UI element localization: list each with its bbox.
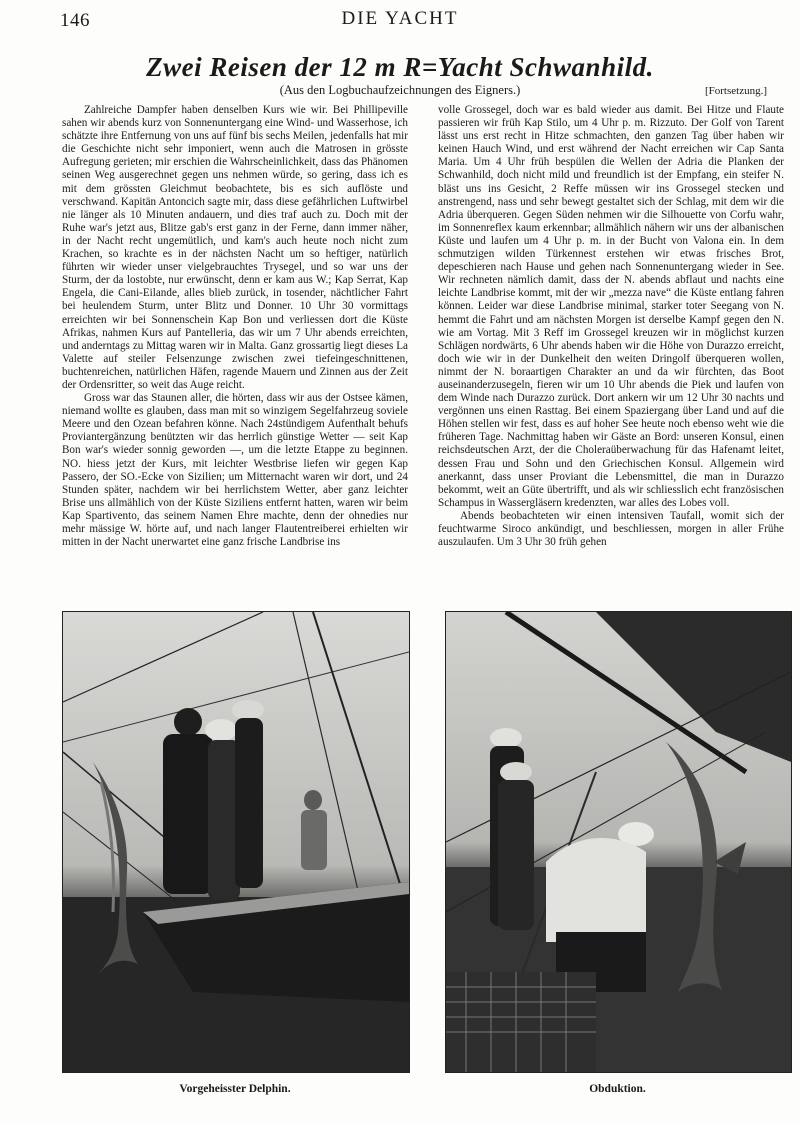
photo-dolphin-dissection-icon — [446, 612, 791, 1072]
paragraph: Abends beobachteten wir einen intensiven Taufall, womit sich der feuchtwarme Siroco ankündigt, und beschliessen, morgen in aller Frühe auszulaufen. Um 3 Uhr 30 früh gehen — [438, 509, 784, 549]
paragraph: Gross war das Staunen aller, die hörten, dass wir aus der Ostsee kämen, niemand wollte es glauben, dass man mit so winzigem Segelfahrzeug soviele Meere und den Ozean befahren könne. Nach 24stündigem Aufenthalt behufs Proviantergänzung benützten wir das herrlich günstige Wetter — seit Kap Bon war's wieder sonnig geworden —, um die letzte Etappe zu beginnen. NO. hiess jetzt der Kurs, mit leichter Westbrise liefen wir gegen Kap Passero, der SO.-Ecke von Sizilien; um Mitternacht waren wir dort, und 24 Stunden später, nachdem wir bei herrlichstem Wetter, aber ganz leichter Brise uns allmählich von der Küste Siziliens entfernt hatten, waren wir beim Kap Spartivento, das seinem Namen Ehre machte, denn der ohnedies nur mehr mässige W. hörte auf, und nach langer Flautentreiberei erhielten wir mitten in der Nacht unerwartet eine ganz frische Landbrise ins — [62, 392, 408, 549]
photo-caption-left: Vorgeheisster Delphin. — [179, 1083, 291, 1095]
photo-dolphin-hoisted-icon — [63, 612, 409, 1072]
paragraph: volle Grossegel, doch war es bald wieder aus damit. Bei Hitze und Flaute passieren wir früh Kap Stilo, um 4 Uhr p. m. Rizzuto. Der Golf von Tarent lässt uns erst recht in Hitze schmachten, den ganzen Tag über haben wir keinen Hauch Wind, und erst während der Nacht erreichen wir Cap Santa Maria. Um 4 Uhr früh bespülen die Wellen der Adria die Planken der Schwanhild, doch nicht mild und freundlich ist der Empfang, ein steifer N. bläst uns ins Gesicht, 2 Reffe müssen wir ins Grossegel stecken und anstrengend, nass und sehr bewegt gestaltet sich der Schlag, mit dem wir die Adria überqueren. Gegen Süden nehmen wir die Silhouette von Corfu wahr, im Sonnenreflex kaum erkennbar; allmählich nähern wir uns der albanischen Küste und laufen um 4 Uhr p. m. in der Bucht von Valona ein. In dem schmutzigen wilden Türkennest erstehen wir etwas frisches Brot, depeschieren nach Hause und gehen nach Sonnenuntergang wieder in See. Wir rechneten nämlich damit, dass der N. abends abflaut und nachts eine leichte Landbrise kommt, mit der wir „mezza nave“ die Küste entlang fahren können. Leider war diese Landbrise minimal, starker toter Seegang von N. hemmt die Fahrt und am nächsten Morgen ist derselbe Kampf gegen den N. wie am Vortag. Mit 3 Reff im Grossegel kreuzen wir in möglichst kurzen Schlägen nordwärts, 6 Uhr abends haben wir die Höhe von Durazzo erreicht, doch wie wir in der Dunkelheit den weiten Dringolf überqueren wollen, nimmt der N. boraartigen Charakter an und da wir fürchten, das Boot auseinanderzusegeln, fieren wir um 10 Uhr abends die Piek und laufen von dem Winde nach Durazzo zurück. Dort ankern wir um 12 Uhr 30 nachts und vergönnen uns einen Rasttag. Bei einem Spaziergang über Land und auf die Höhen stellen wir fest, dass es auf hoher See heute noch ebenso weht wie die früheren Tage. Nachmittag haben wir Gäste an Bord: unseren Konsul, einen reichsdeutschen Arzt, der die Choleraüberwachung für das Hafenamt leitet, dessen Frau und Sohn und den Griechischen Konsul. Allgemein wird anerkannt, dass unser Proviant die Lebensmittel, die man in Durazzo bekommt, weit an Güte übertrifft, und als wir schliesslich echt französischen Schampus in Wassergläsern kredenzten, war alles des Lobes voll. — [438, 104, 784, 509]
article-title: Zwei Reisen der 12 m R=Yacht Schwanhild. — [146, 52, 654, 82]
continued-note: [Fortsetzung.] — [704, 85, 767, 97]
text-column-left — [62, 104, 408, 549]
page-number: 146 — [60, 10, 90, 31]
photo-dolphin-dissection — [445, 611, 792, 1073]
article-subtitle: (Aus den Logbuchaufzeichnungen des Eigners.) — [279, 83, 521, 97]
paragraph: Zahlreiche Dampfer haben denselben Kurs wie wir. Bei Phillipeville sahen wir abends kurz von Sonnenuntergang eine Wind- und Wasserhose, ich schätzte ihre Entfernung von uns auf fünf bis sechs Meilen, jedenfalls hat mir die Geschichte nicht sehr imponiert, wenn auch die Matrosen in grösste Aufregung gerieten; mir erschien die Wahrscheinlichkeit, dass das Phänomen seinen Weg ausgerechnet gegen uns nehmen würde, so gering, dass ich es mit dem grössten Gleichmut beobachtete, bis es sich auflöste und verschwand. Kapitän Antoncich sagte mir, dass diese gefährlichen Luftwirbel nie länger als 10 Minuten andauern, und dies traf auch zu. Doch mit der Ruhe war's jetzt aus, Blitze gab's erst ganz in der Ferne, dann immer näher, in der Nacht recht ungemütlich, und kam's auch heute noch nicht zum Krachen, so krachte es in der nächsten Nacht um so heftiger, natürlich führten wir wieder unser vielgebrauchtes Trysegel, und so war uns der Sturm, der da lostobte, nur erwünscht, denn er kam aus W.; Kap Serrat, Kap Engela, die Cani-Eilande, alles blieb zurück, in tosender, nächtlicher Fahrt bei heulendem Sturm, unter Blitz und Donner. 10 Uhr 30 vormittags erreichten wir bei Sonnenschein Kap Bon und verliessen dort die Küste Afrikas, nahmen Kurs auf Pantelleria, das wir um 7 Uhr abends erreichten, und anderntags zu Mittag waren wir in Malta. Ganz grossartig liegt dieses La Valette auf steiler Felsenzunge zwischen zwei tiefeingeschnittenen, buchtenreichen, natürlichen Häfen, ragende Mauern und Zinnen aus der Zeit der Ordensritter, so weit das Auge reicht. — [62, 104, 408, 391]
photo-caption-right: Obduktion. — [589, 1083, 646, 1095]
photo-dolphin-hoisted — [62, 611, 410, 1073]
running-title: DIE YACHT — [341, 8, 459, 29]
text-column-right — [438, 104, 784, 549]
